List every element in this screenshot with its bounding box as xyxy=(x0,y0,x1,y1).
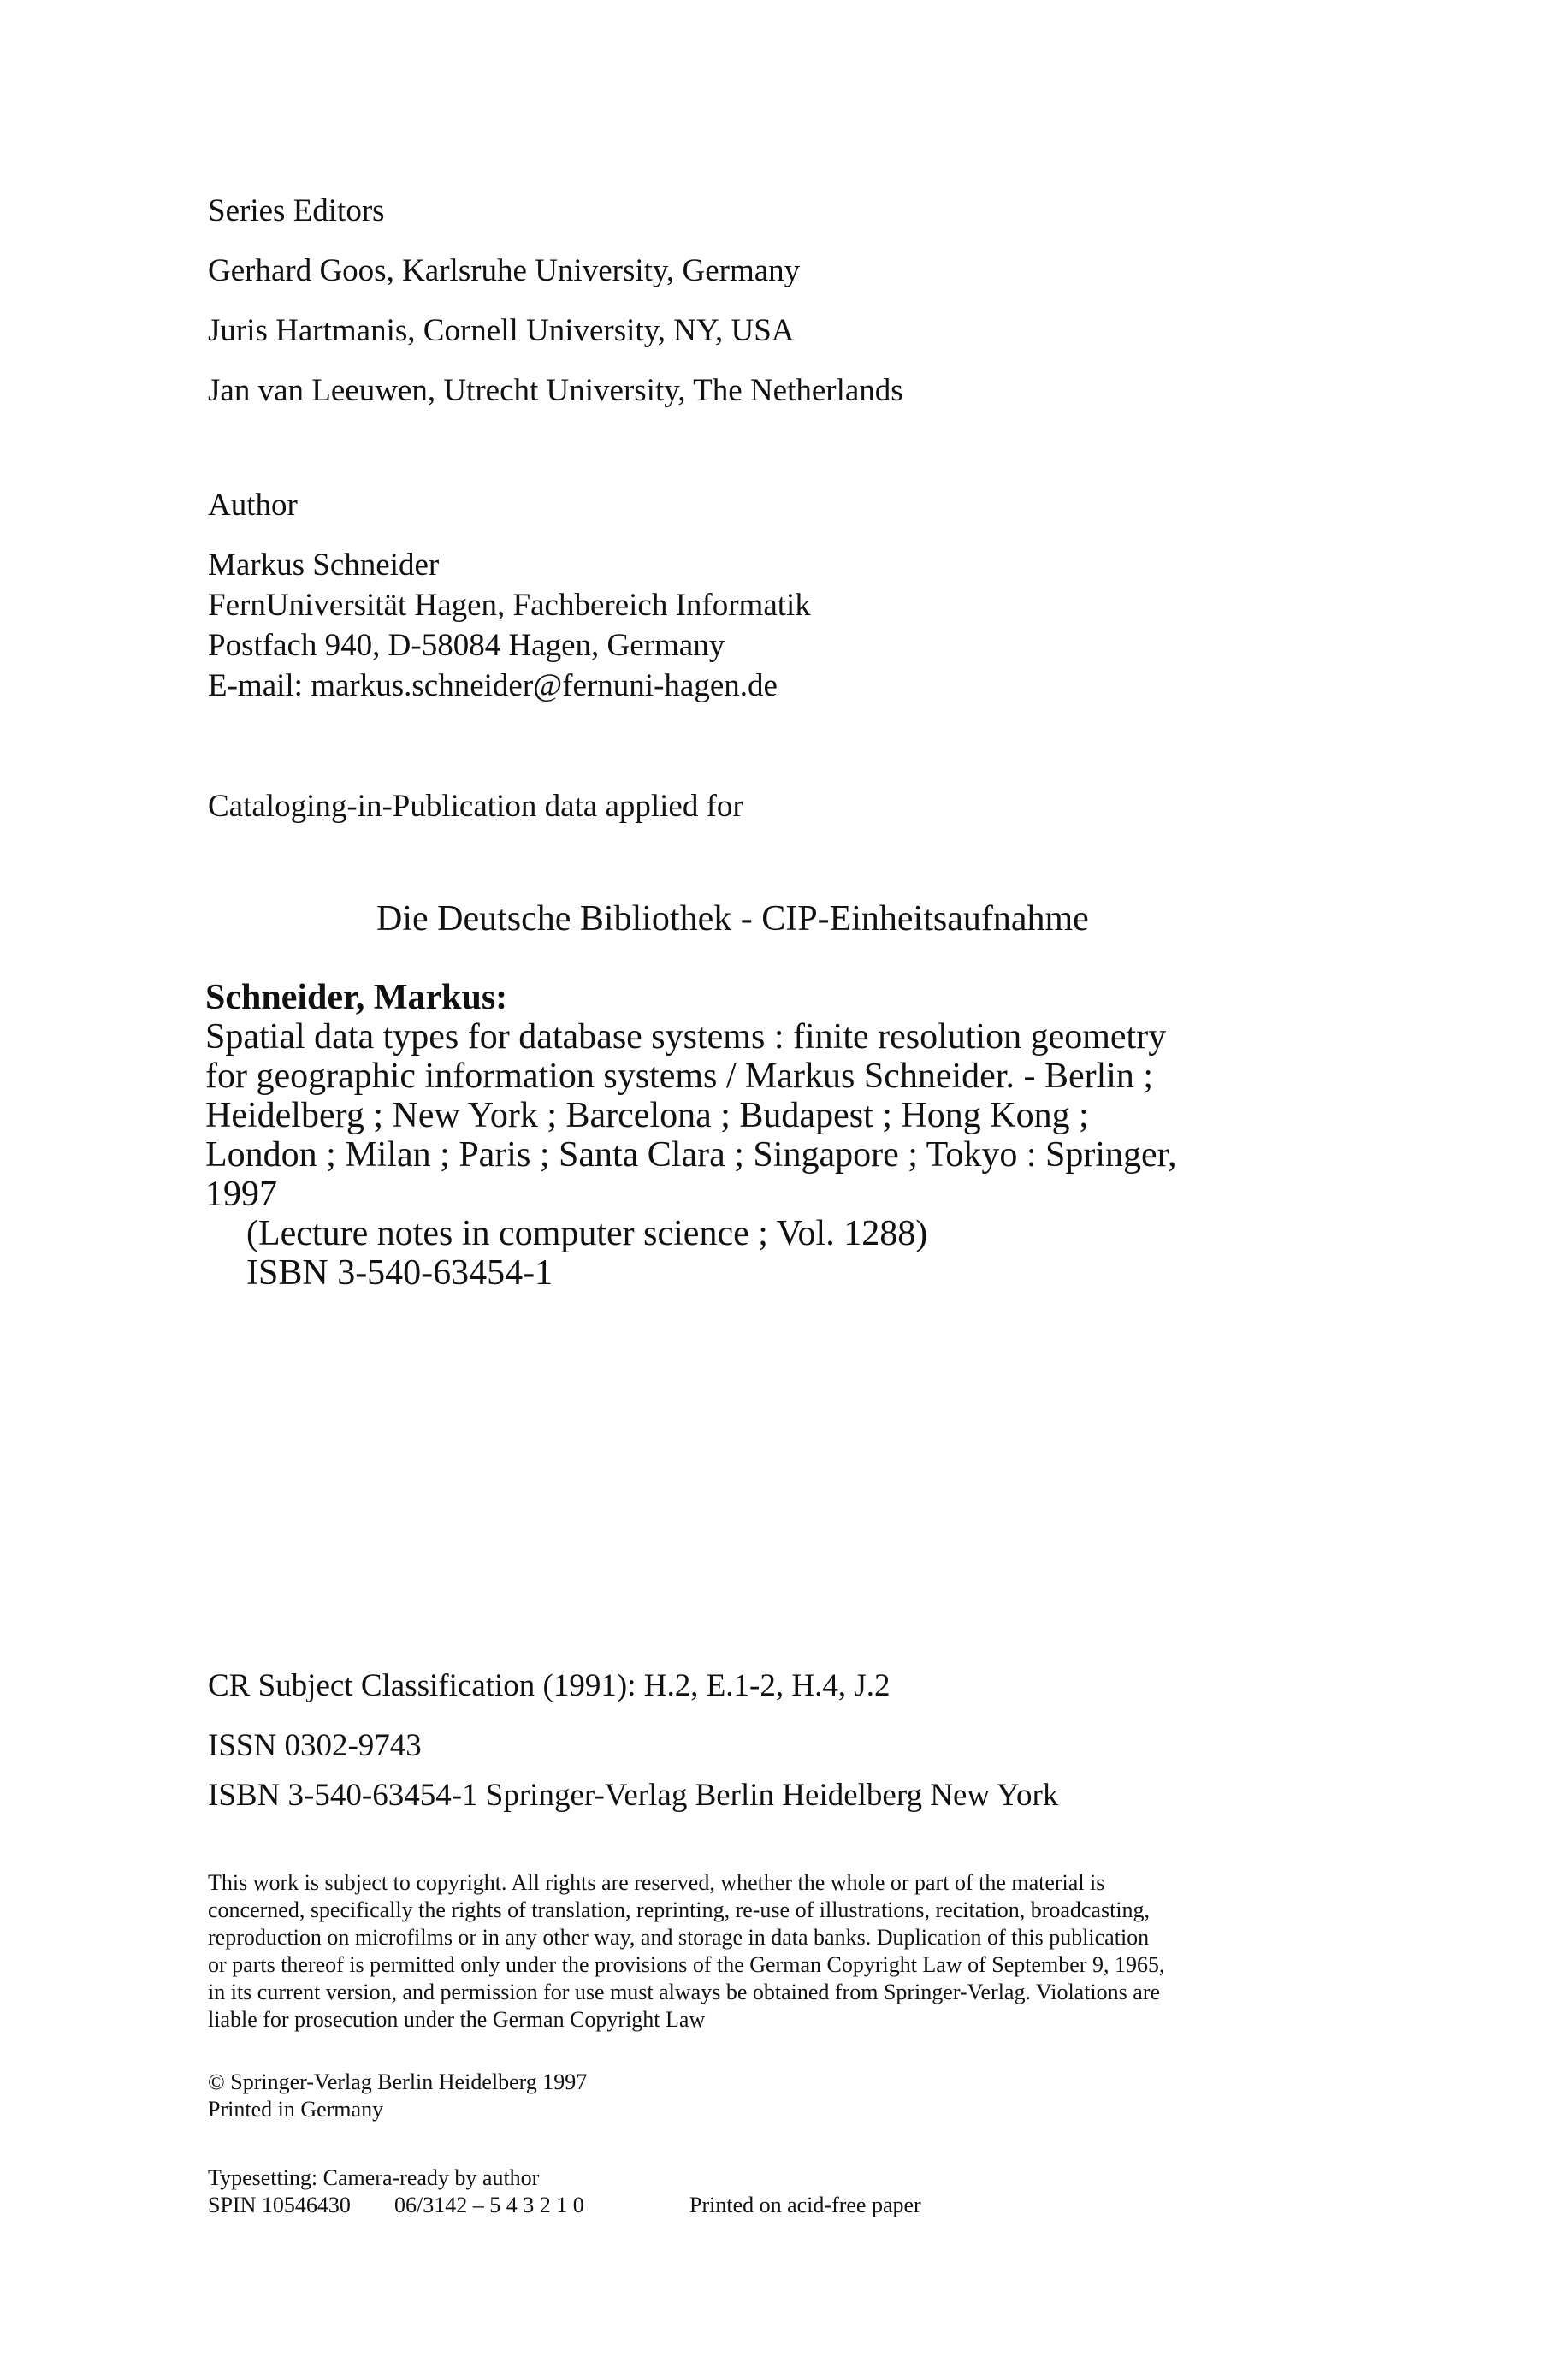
copyright-notice-line: or parts thereof is permitted only under the provisions of the German Copyright Law of September 9, 1965, xyxy=(208,1952,1165,1977)
author-section xyxy=(208,545,811,706)
author-email: E-mail: markus.schneider@fernuni-hagen.de xyxy=(208,668,778,703)
spin-number: SPIN 10546430 xyxy=(208,2193,351,2217)
classification-section xyxy=(208,1661,1058,1820)
author-address: Postfach 940, D-58084 Hagen, Germany xyxy=(208,628,725,663)
cip-isbn: ISBN 3-540-63454-1 xyxy=(246,1253,553,1293)
series-editor-hartmanis: Juris Hartmanis, Cornell University, NY, USA xyxy=(208,313,795,348)
copyright-notice-line: in its current version, and permission for use must always be obtained from Springer-Verlag. Violations are xyxy=(208,1980,1161,2004)
imprint-section xyxy=(208,2069,587,2123)
series-editors-section xyxy=(208,181,903,421)
issn: ISSN 0302-9743 xyxy=(208,1728,422,1763)
isbn-line: ISBN 3-540-63454-1 Springer-Verlag Berlin Heidelberg New York xyxy=(208,1778,1059,1813)
cip-title-line: for geographic information systems / Markus Schneider. - Berlin ; xyxy=(205,1057,1154,1096)
cip-title-line: Heidelberg ; New York ; Barcelona ; Budapest ; Hong Kong ; xyxy=(205,1096,1089,1135)
cr-subject-classification: CR Subject Classification (1991): H.2, E.1-2, H.4, J.2 xyxy=(208,1668,891,1703)
print-code: 06/3142 – 5 4 3 2 1 0 xyxy=(394,2193,584,2217)
cip-entry xyxy=(205,978,1176,1293)
cip-title-line: London ; Milan ; Paris ; Santa Clara ; Singapore ; Tokyo : Springer, xyxy=(205,1135,1177,1175)
series-editors-heading: Series Editors xyxy=(208,193,385,228)
copyright-notice-line: concerned, specifically the rights of translation, reprinting, re-use of illustrations, recitation, broadcasting, xyxy=(208,1897,1151,1922)
author-heading: Author xyxy=(208,488,298,523)
spin-row xyxy=(208,2192,921,2219)
paper-note: Printed on acid-free paper xyxy=(689,2193,921,2217)
series-editor-goos: Gerhard Goos, Karlsruhe University, Germany xyxy=(208,253,801,288)
cip-title-line: Spatial data types for database systems : finite resolution geometry xyxy=(205,1017,1167,1057)
series-editor-van-leeuwen: Jan van Leeuwen, Utrecht University, The Netherlands xyxy=(208,373,903,408)
printed-in: Printed in Germany xyxy=(208,2097,384,2122)
production-section xyxy=(208,2164,921,2219)
typesetting: Typesetting: Camera-ready by author xyxy=(208,2165,540,2190)
author-name: Markus Schneider xyxy=(208,548,440,583)
copyright-notice xyxy=(208,1869,1164,2034)
cip-title-line: 1997 xyxy=(205,1175,277,1214)
copyright-notice-line: reproduction on microfilms or in any other way, and storage in data banks. Duplication of this publication xyxy=(208,1925,1150,1950)
cataloging-note: Cataloging-in-Publication data applied for xyxy=(208,789,743,824)
copyright-notice-line: liable for prosecution under the German Copyright Law xyxy=(208,2007,706,2032)
cip-heading: Die Deutsche Bibliothek - CIP-Einheitsaufnahme xyxy=(376,899,1089,938)
cip-author-name: Schneider, Markus: xyxy=(205,978,508,1017)
cip-series: (Lecture notes in computer science ; Vol. 1288) xyxy=(246,1214,928,1253)
copyright-notice-line: This work is subject to copyright. All rights are reserved, whether the whole or part of the material is xyxy=(208,1870,1105,1895)
copyright-line: © Springer-Verlag Berlin Heidelberg 1997 xyxy=(208,2069,588,2094)
author-affiliation: FernUniversität Hagen, Fachbereich Informatik xyxy=(208,588,811,623)
